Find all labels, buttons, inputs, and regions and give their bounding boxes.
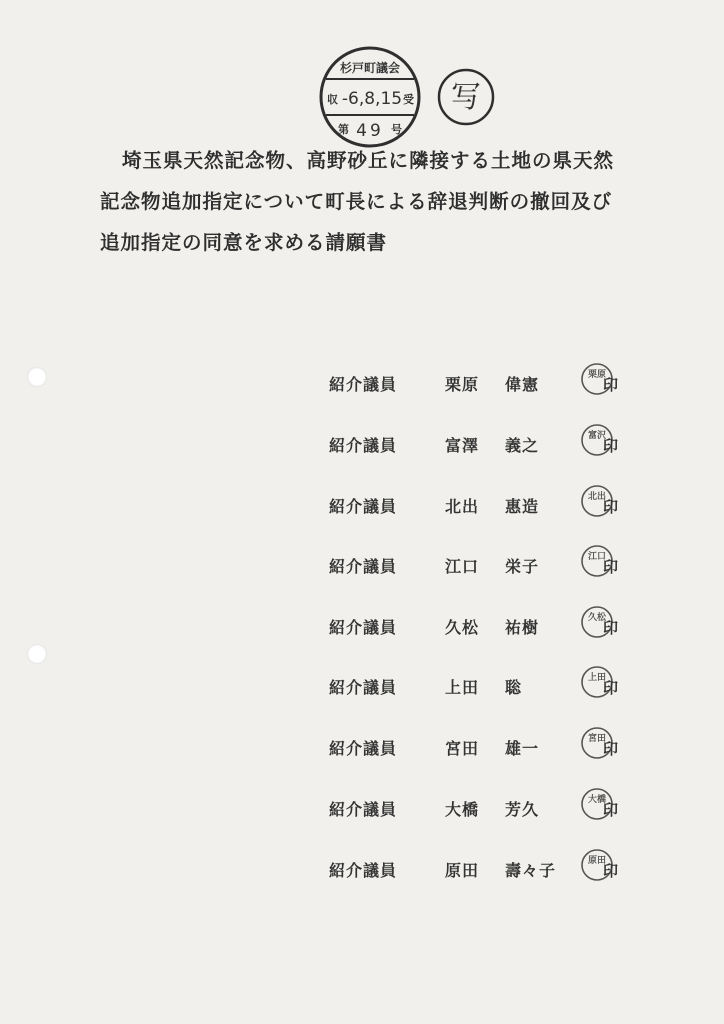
introducer-row [325, 482, 645, 526]
stamp-assembly-name: 杉戸町議会 [339, 61, 401, 75]
petition-title [100, 140, 660, 263]
stamp-received-label: 収 [327, 93, 338, 106]
introducer-given-name: 偉憲 [505, 375, 540, 394]
seal-mark-label: 印 [603, 437, 619, 455]
seal-mark-label: 印 [603, 740, 619, 758]
introducer-surname: 大橋 [445, 800, 480, 819]
stamp-number: 49 [356, 121, 384, 141]
seal-char: 宮田 [587, 734, 607, 744]
introducer-role: 紹介議員 [329, 497, 398, 516]
introducer-surname: 富澤 [445, 436, 480, 455]
introducer-surname: 上田 [445, 678, 480, 697]
introducer-row [325, 785, 645, 829]
introducer-role: 紹介議員 [329, 861, 398, 880]
binder-hole-top [27, 367, 47, 387]
introducer-given-name: 義之 [505, 436, 540, 455]
introducer-surname: 北出 [445, 497, 480, 516]
introducer-given-name: 栄子 [505, 557, 540, 576]
reception-stamp [318, 45, 422, 149]
seal-mark-label: 印 [603, 679, 619, 697]
stamp-number-suffix: 号 [391, 123, 402, 136]
introducer-given-name: 祐樹 [505, 618, 540, 637]
introducer-row [325, 421, 645, 465]
introducer-role: 紹介議員 [329, 557, 398, 576]
introducer-row [325, 603, 645, 647]
introducer-role: 紹介議員 [329, 618, 398, 637]
introducer-surname: 宮田 [445, 739, 480, 758]
seal-char: 上田 [587, 673, 607, 683]
introducer-role: 紹介議員 [329, 800, 398, 819]
introducer-row [325, 724, 645, 768]
stamp-number-prefix: 第 [338, 123, 349, 136]
introducer-surname: 原田 [445, 861, 480, 880]
seal-char: 北出 [587, 492, 607, 502]
introducer-given-name: 芳久 [505, 800, 540, 819]
copy-stamp-char: 写 [451, 80, 481, 115]
introducer-role: 紹介議員 [329, 436, 398, 455]
seal-char: 栗原 [587, 370, 607, 380]
introducer-given-name: 聡 [505, 678, 523, 697]
seal-mark-label: 印 [603, 862, 619, 880]
introducer-given-name: 惠造 [505, 497, 540, 516]
introducer-row [325, 360, 645, 404]
seal-char: 江口 [587, 552, 607, 562]
introducer-given-name: 雄一 [505, 739, 540, 758]
copy-stamp [436, 67, 496, 127]
binder-hole-bottom [27, 644, 47, 664]
seal-mark-label: 印 [603, 801, 619, 819]
introducer-row [325, 663, 645, 707]
seal-char: 原田 [587, 856, 607, 866]
introducer-role: 紹介議員 [329, 678, 398, 697]
introducer-row [325, 846, 645, 890]
title-line-1: 埼玉県天然記念物、高野砂丘に隣接する土地の県天然 [122, 149, 615, 172]
stamp-date: -6,8,15 [341, 89, 403, 109]
introducer-role: 紹介議員 [329, 375, 398, 394]
introducer-surname: 栗原 [445, 375, 480, 394]
title-line-3: 追加指定の同意を求める請願書 [100, 231, 388, 254]
title-line-2: 記念物追加指定について町長による辞退判断の撤回及び [100, 190, 613, 213]
seal-mark-label: 印 [603, 619, 619, 637]
seal-char: 久松 [587, 613, 607, 623]
seal-mark-label: 印 [603, 376, 619, 394]
stamp-accepted-label: 受 [403, 93, 414, 106]
seal-char: 富沢 [587, 431, 607, 441]
introducer-row [325, 542, 645, 586]
seal-mark-label: 印 [603, 498, 619, 516]
introducer-surname: 久松 [445, 618, 480, 637]
seal-mark-label: 印 [603, 558, 619, 576]
introducer-surname: 江口 [445, 557, 480, 576]
introducer-given-name: 壽々子 [505, 861, 557, 880]
seal-char: 大橋 [587, 795, 607, 805]
introducer-role: 紹介議員 [329, 739, 398, 758]
